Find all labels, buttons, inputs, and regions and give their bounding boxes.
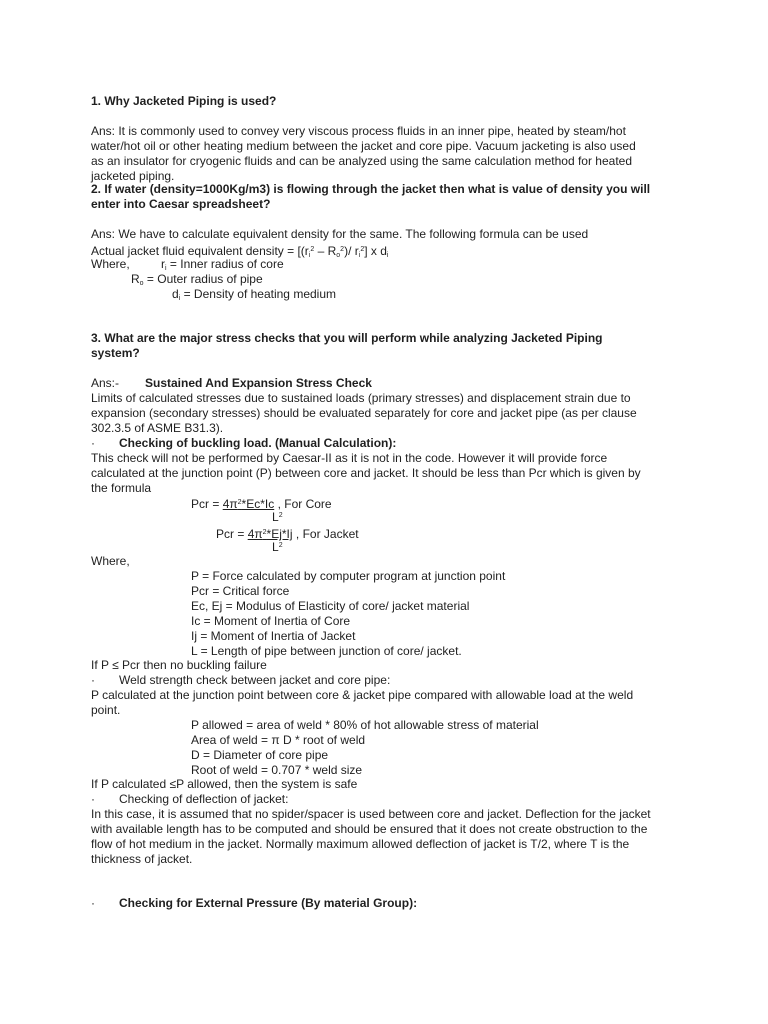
pcr-jacket-formula: Pcr = $4\pi^2*Ej*Ij$ , For Jacket xyxy=(216,527,359,541)
density-formula: Actual jacket fluid equivalent density = [$(r_i^2 - R_o^2)/$ $r_i^2$] x $d_i$ xyxy=(91,244,389,259)
pcr-core-formula: Pcr = $4\pi^2*Ec*Ic$ , For Core xyxy=(191,497,332,511)
definition-di: $d_i$ = Density of heating medium xyxy=(172,287,336,302)
sustained-text: 302.3.5 of ASME B31.3). xyxy=(91,421,224,435)
sustained-text: expansion (secondary stresses) should be evaluated separately for core and jacket pipe (as per clause xyxy=(91,406,637,420)
weld-formula: Root of weld = 0.707 * weld size xyxy=(191,763,363,777)
deflection-heading: Checking of deflection of jacket: xyxy=(119,792,289,806)
question-3-heading: 3. What are the major stress checks that you will perform while analyzing Jacketed Piping xyxy=(91,331,603,345)
deflection-text: thickness of jacket. xyxy=(91,852,193,866)
bullet: · xyxy=(91,896,95,910)
definition-item: L = Length of pipe between junction of core/ jacket. xyxy=(191,644,462,658)
sustained-text: Limits of calculated stresses due to sustained loads (primary stresses) and displacement strain due to xyxy=(91,391,631,405)
answer-1-line: water/hot oil or other heating medium between the jacket and core pipe. Vacuum jacketing is also used xyxy=(91,139,636,153)
definition-item: Pcr = Critical force xyxy=(191,584,290,598)
external-pressure-heading: Checking for External Pressure (By material Group): xyxy=(119,896,418,910)
weld-text: point. xyxy=(91,703,121,717)
where-label: Where, xyxy=(91,257,130,271)
question-2-heading: enter into Caesar spreadsheet? xyxy=(91,197,271,211)
buckling-text: calculated at the junction point (P) between core and jacket. It should be less than Pcr which is given by xyxy=(91,466,641,480)
weld-formula: Area of weld = π D * root of weld xyxy=(191,733,366,747)
definition-item: Ij = Moment of Inertia of Jacket xyxy=(191,629,356,643)
answer-3-label: Ans:- xyxy=(91,376,120,390)
answer-1-line: jacketed piping. xyxy=(91,169,175,183)
question-1-heading: 1. Why Jacketed Piping is used? xyxy=(91,94,277,108)
weld-heading: Weld strength check between jacket and core pipe: xyxy=(119,673,391,687)
bullet: · xyxy=(91,792,95,806)
definition-ro: $R_o$ = Outer radius of pipe xyxy=(131,272,263,287)
question-3-heading: system? xyxy=(91,346,140,360)
buckling-conclusion: If P ≤ Pcr then no buckling failure xyxy=(91,658,267,672)
answer-1-line: as an insulator for cryogenic fluids and can be analyzed using the same calculation method for heated xyxy=(91,154,632,168)
bullet: · xyxy=(91,673,95,687)
weld-formula: D = Diameter of core pipe xyxy=(191,748,329,762)
pcr-jacket-denominator: $L^2$ xyxy=(272,540,283,554)
buckling-text: the formula xyxy=(91,481,152,495)
definition-item: Ic = Moment of Inertia of Core xyxy=(191,614,351,628)
deflection-text: flow of hot medium in the jacket. Normally maximum allowed deflection of jacket is T/2, where T is the xyxy=(91,837,630,851)
weld-conclusion: If P calculated ≤P allowed, then the system is safe xyxy=(91,777,358,791)
deflection-text: In this case, it is assumed that no spider/spacer is used between core and jacket. Deflection for the jacket xyxy=(91,807,651,821)
pcr-core-denominator: $L^2$ xyxy=(272,510,283,524)
answer-1-line: Ans: It is commonly used to convey very viscous process fluids in an inner pipe, heated by steam/hot xyxy=(91,124,626,138)
definition-item: Ec, Ej = Modulus of Elasticity of core/ jacket material xyxy=(191,599,470,613)
buckling-text: This check will not be performed by Caesar-II as it is not in the code. However it will provide force xyxy=(91,451,608,465)
question-2-heading: 2. If water (density=1000Kg/m3) is flowing through the jacket then what is value of density you will xyxy=(91,182,651,196)
buckling-heading: Checking of buckling load. (Manual Calculation): xyxy=(119,436,397,450)
definition-ri: $r_i$ = Inner radius of core xyxy=(161,257,284,272)
weld-formula: P allowed = area of weld * 80% of hot allowable stress of material xyxy=(191,718,539,732)
sustained-heading: Sustained And Expansion Stress Check xyxy=(145,376,372,390)
bullet: · xyxy=(91,436,95,450)
where-label: Where, xyxy=(91,554,130,568)
deflection-text: with available length has to be computed and should be ensured that it does not create obstruction to the xyxy=(91,822,648,836)
answer-2-text: Ans: We have to calculate equivalent density for the same. The following formula can be used xyxy=(91,227,589,241)
weld-text: P calculated at the junction point between core & jacket pipe compared with allowable load at the weld xyxy=(91,688,634,702)
definition-item: P = Force calculated by computer program at junction point xyxy=(191,569,506,583)
